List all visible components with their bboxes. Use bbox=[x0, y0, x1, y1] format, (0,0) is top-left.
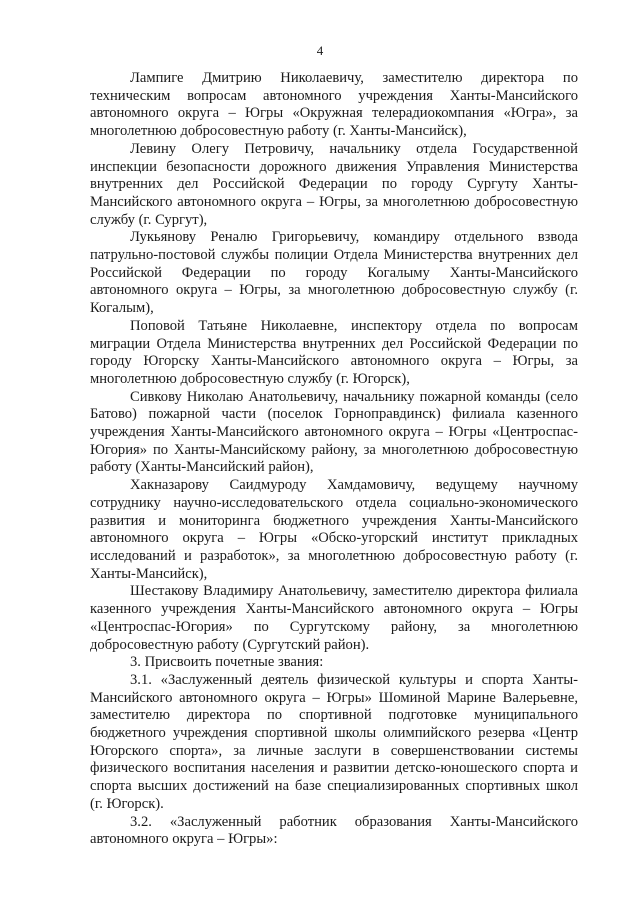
clause-3-2: 3.2. «Заслуженный работник образования Ханты-Мансийского автономного округа – Югры»: bbox=[90, 813, 578, 848]
section-heading-3: 3. Присвоить почетные звания: bbox=[130, 654, 324, 671]
paragraph-sivkov: Сивкову Николаю Анатольевичу, начальнику пожарной команды (село Батово) пожарной части (поселок Горноправдинск) филиала казенного учреждения Ханты-Мансийского автономного округа – Югры «Центроспас-Югория» по Ханты-Мансийскому району, за многолетнюю добросовестную работу (Ханты-Мансийский район), bbox=[90, 388, 578, 476]
paragraph-shestakov: Шестакову Владимиру Анатольевичу, заместителю директора филиала казенного учреждения Ханты-Мансийского автономного округа – Югры «Центроспас-Югория» по Сургутскому району, за многолетнюю добросовестную работу (Сургутский район). bbox=[90, 583, 578, 653]
page-number: 4 bbox=[316, 43, 324, 58]
paragraph-khaknazarov: Хакназарову Саидмуроду Хамдамовичу, ведущему научному сотруднику научно-исследовательского отдела социально-экономического развития и мониторинга бюджетного учреждения Ханты-Мансийского автономного округа – Югры «Обско-угорский институт прикладных исследований и разработок», за многолетнюю добросовестную работу (г. Ханты-Мансийск), bbox=[90, 477, 578, 582]
clause-3-1: 3.1. «Заслуженный деятель физической культуры и спорта Ханты-Мансийского автономного округа – Югры» Шоминой Марине Валерьевне, заместителю директора по спортивной подготовке муниципального бюджетного учреждения спортивной школы олимпийского резерва «Центр Югорского спорта», за личные заслуги в совершенствовании системы физического воспитания населения и развитии детско-юношеского спорта и спорта высших достижений на базе специализированных спортивных школ (г. Югорск). bbox=[90, 671, 578, 812]
paragraph-lampige: Лампиге Дмитрию Николаевичу, заместителю директора по техническим вопросам автономного учреждения Ханты-Мансийского автономного округа – Югры «Окружная телерадиокомпания «Югра», за многолетнюю добросовестную работу (г. Ханты-Мансийск), bbox=[90, 70, 578, 140]
paragraph-levin: Левину Олегу Петровичу, начальнику отдела Государственной инспекции безопасности дорожного движения Управления Министерства внутренних дел Российской Федерации по городу Сургуту Ханты-Мансийского автономного округа – Югры, за многолетнюю добросовестную службу (г. Сургут), bbox=[90, 140, 578, 228]
document-body bbox=[90, 70, 578, 849]
paragraph-popova: Поповой Татьяне Николаевне, инспектору отдела по вопросам миграции Отдела Министерства внутренних дел Российской Федерации по городу Югорску Ханты-Мансийского автономного округа – Югры, за многолетнюю добросовестную службу (г. Югорск), bbox=[90, 317, 578, 387]
paragraph-lukyanov: Лукьянову Реналю Григорьевичу, командиру отдельного взвода патрульно-постовой службы полиции Отдела Министерства внутренних дел Российской Федерации по городу Когалыму Ханты-Мансийского автономного округа – Югры, за многолетнюю добросовестную службу (г. Когалым), bbox=[90, 229, 578, 317]
